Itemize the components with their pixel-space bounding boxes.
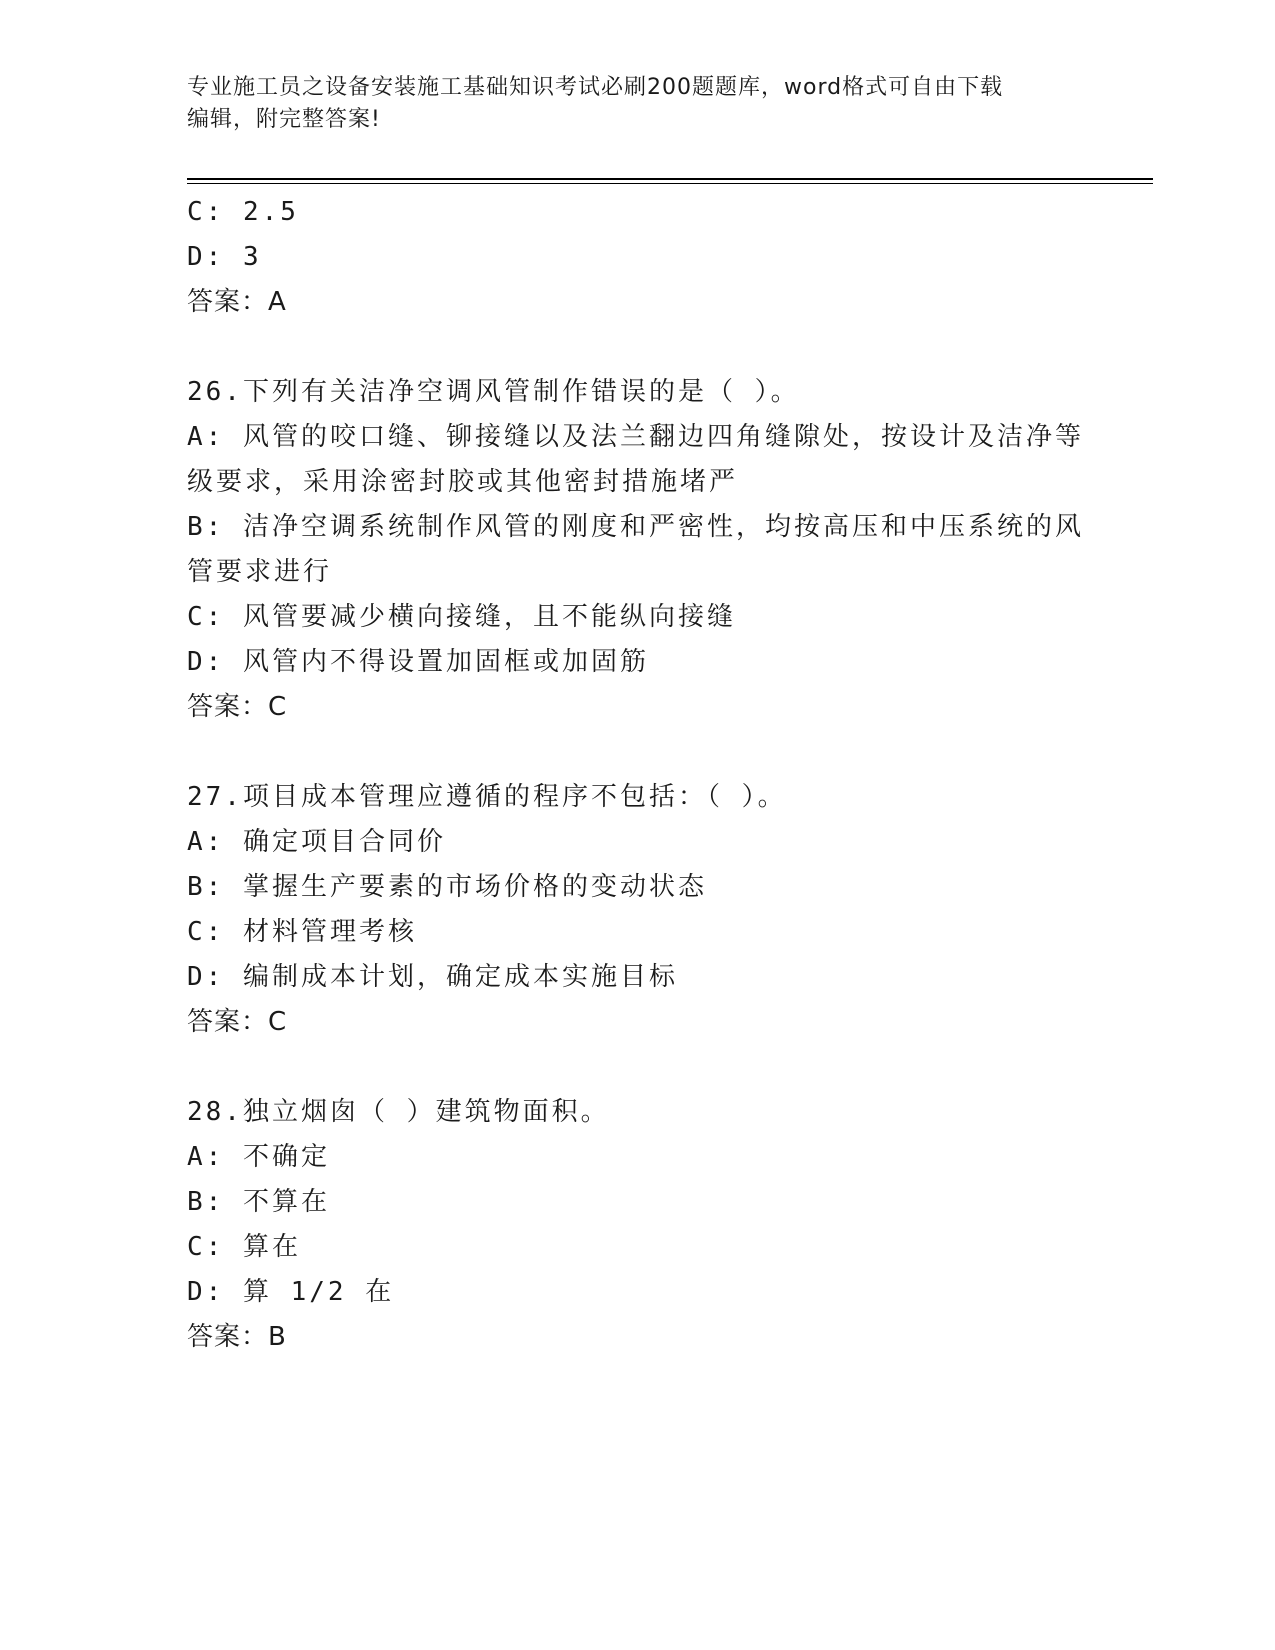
question-block-26 (187, 370, 1087, 730)
option-d: D: 3 (187, 242, 262, 272)
question-content (187, 190, 1087, 1360)
option-c: C: 风管要减少横向接缝，且不能纵向接缝 (187, 602, 736, 632)
option-c: C: 2.5 (187, 197, 299, 227)
option-c: C: 算在 (187, 1232, 301, 1262)
option-c: C: 材料管理考核 (187, 917, 417, 947)
header-line-1: 专业施工员之设备安装施工基础知识考试必刷200题题库，word格式可自由下载 (187, 75, 1004, 100)
header-rule-thin (187, 183, 1153, 184)
option-b: B: 不算在 (187, 1187, 330, 1217)
question-block-28 (187, 1090, 1087, 1360)
spacer (187, 325, 1087, 370)
spacer (187, 730, 1087, 775)
answer-line: 答案：C (187, 692, 288, 722)
question-text: 28.独立烟囱（ ）建筑物面积。 (187, 1097, 610, 1127)
option-b: B: 洁净空调系统制作风管的刚度和严密性，均按高压和中压系统的风管要求进行 (187, 512, 1084, 587)
question-text: 26.下列有关洁净空调风管制作错误的是（ ）。 (187, 377, 800, 407)
question-block-27 (187, 775, 1087, 1045)
question-block-prev (187, 190, 1087, 325)
option-d: D: 编制成本计划，确定成本实施目标 (187, 962, 678, 992)
option-d: D: 算 1/2 在 (187, 1277, 395, 1307)
option-d: D: 风管内不得设置加固框或加固筋 (187, 647, 649, 677)
spacer (187, 1045, 1087, 1090)
header-rule-thick (187, 178, 1153, 180)
answer-line: 答案：C (187, 1007, 288, 1037)
document-header (187, 72, 1087, 136)
answer-line: 答案：B (187, 1322, 287, 1352)
header-line-2: 编辑，附完整答案! (187, 107, 381, 132)
option-a: A: 不确定 (187, 1142, 330, 1172)
option-a: A: 确定项目合同价 (187, 827, 446, 857)
question-text: 27.项目成本管理应遵循的程序不包括：（ ）。 (187, 782, 787, 812)
option-b: B: 掌握生产要素的市场价格的变动状态 (187, 872, 707, 902)
answer-line: 答案：A (187, 287, 287, 317)
option-a: A: 风管的咬口缝、铆接缝以及法兰翻边四角缝隙处，按设计及洁净等级要求，采用涂密封胶或其他密封措施堵严 (187, 422, 1084, 497)
